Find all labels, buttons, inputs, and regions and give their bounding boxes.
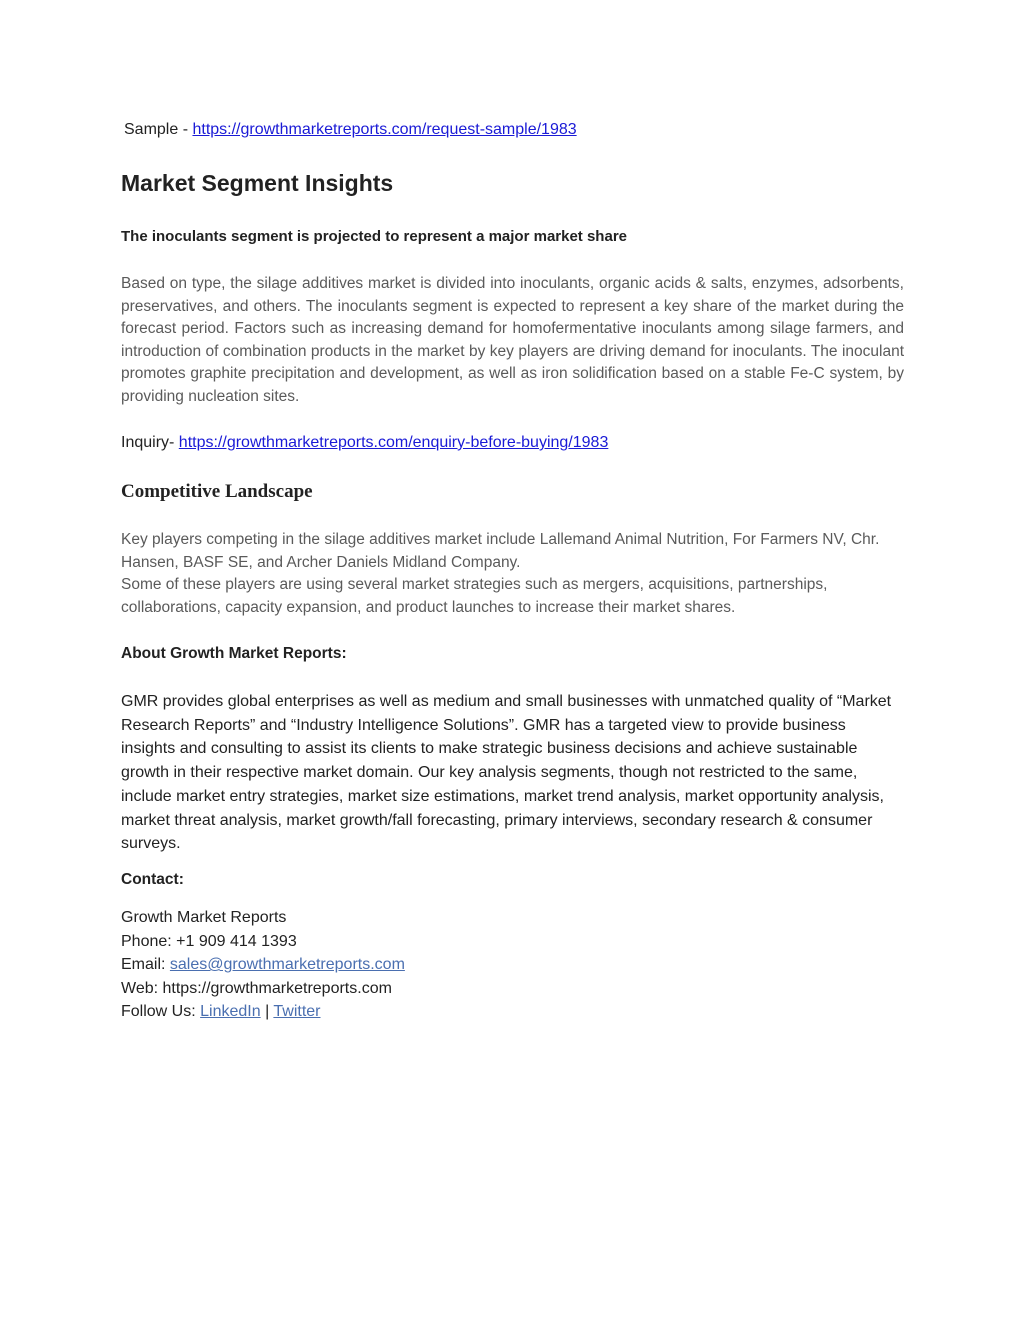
twitter-link[interactable]: Twitter <box>273 1003 321 1021</box>
contact-follow-line <box>121 1000 405 1024</box>
type-paragraph: Based on type, the silage additives market is divided into inoculants, organic acids & salts, enzymes, adsorbents, preservatives, and others. The inoculants segment is expected to represent a key share of the market during the forecast period. Factors such as increasing demand for homofermentative inoculants among silage farmers, and introduction of combination products in the market by key players are driving demand for inoculants. The inoculant promotes graphite precipitation and development, as well as iron solidification based on a stable Fe-C system, by providing nucleation sites. <box>121 275 904 405</box>
about-paragraph: GMR provides global enterprises as well as medium and small businesses with unmatched quality of “Market Research Reports” and “Industry Intelligence Solutions”. GMR has a targeted view to provide business insights and consulting to assist its clients to make strategic business decisions and achieve sustainable growth in their respective market domain. Our key analysis segments, though not restricted to the same, include market entry strategies, market size estimations, market trend analysis, market opportunity analysis, market threat analysis, market growth/fall forecasting, primary interviews, secondary research & consumer surveys. <box>121 693 892 853</box>
contact-company: Growth Market Reports <box>121 909 287 926</box>
follow-separator: | <box>260 1003 274 1021</box>
sample-line <box>124 121 577 139</box>
contact-block <box>121 906 405 1024</box>
contact-email-line <box>121 953 405 977</box>
competitive-paragraph <box>121 529 904 619</box>
inquiry-line <box>121 434 608 452</box>
about-heading: About Growth Market Reports: <box>121 645 347 662</box>
contact-phone: Phone: +1 909 414 1393 <box>121 932 297 950</box>
email-label: Email: <box>121 956 170 974</box>
competitive-line-1: Key players competing in the silage additives market include Lallemand Animal Nutrition, For Farmers NV, Chr. Hansen, BASF SE, and Archer Daniels Midland Company. <box>121 531 880 571</box>
page-title: Market Segment Insights <box>121 170 394 196</box>
contact-web: Web: https://growthmarketreports.com <box>121 979 392 997</box>
email-link[interactable]: sales@growthmarketreports.com <box>169 956 405 974</box>
section-subheading: The inoculants segment is projected to represent a major market share <box>121 228 627 245</box>
follow-label: Follow Us: <box>121 1003 201 1021</box>
competitive-heading: Competitive Landscape <box>121 481 313 502</box>
sample-label: Sample - <box>124 121 193 138</box>
inquiry-link[interactable]: https://growthmarketreports.com/enquiry-before-buying/1983 <box>178 434 609 451</box>
sample-link[interactable]: https://growthmarketreports.com/request-sample/1983 <box>192 121 577 138</box>
inquiry-label: Inquiry- <box>121 434 179 451</box>
contact-heading: Contact: <box>121 871 184 888</box>
linkedin-link[interactable]: LinkedIn <box>200 1003 261 1021</box>
competitive-line-2: Some of these players are using several market strategies such as mergers, acquisitions, partnerships, collaborations, capacity expansion, and product launches to increase their market shares. <box>121 576 828 616</box>
